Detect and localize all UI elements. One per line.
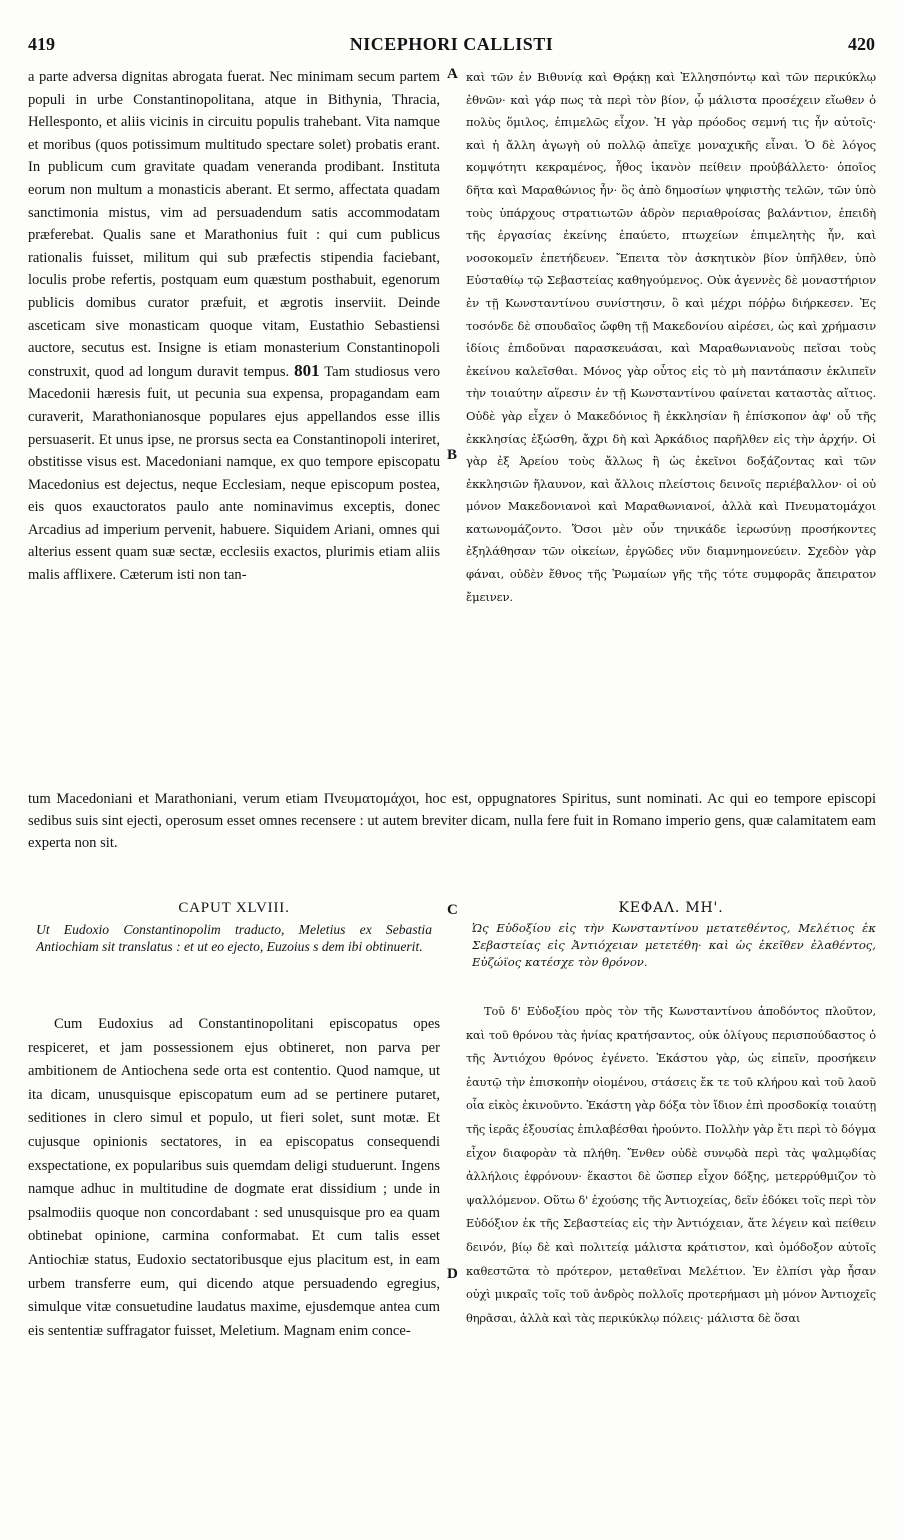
latin-wide-continuation	[28, 788, 876, 884]
running-header	[28, 34, 875, 58]
margin-letter-b: B	[447, 447, 458, 463]
greek-column-top	[466, 66, 876, 780]
margin-letter-d: D	[447, 1266, 458, 1282]
latin-paragraph-1: a parte adversa dignitas abrogata fuerat. Nec minimam secum partem populi in urbe Constantinopolitana, atque in Bithynia, Thracia, Hellesponto, et aliis vicinis in circuitu populis trahebant. Vita namque et moribus (quos potissimum multitudo spectare solet) probatis erant. In publicum cum gravitate quadam venerandа prodibant. Instituta eorum non multum a monasticis aberant. Et sermo, affectata quadam sanctimonia mistus, vim ad persuadendum satis accommodatam præferebat. Qualis sane et Marathonius fuit : qui cum publicus rationalis fuisset, militum qui sub præfectis stipendia faciebant, loculis probe refertis, postquam eum quæstum posthabuit, egenorum publicis domibus curator præfuit, et ægrotis inserviit. Deinde asceticam sive monasticam quoque vitam, Eustathio Sebastiensi auctore, secutus est. Insigne is etiam monasterium Constantinopoli construxit, quod ad longum duravit tempus.	[28, 69, 440, 380]
column-number-marker: 801	[294, 360, 320, 380]
greek-text-top: καὶ τῶν ἐν Βιθυνίᾳ καὶ Θρᾴκῃ καὶ Ἑλλησπόντῳ καὶ τῶν περικύκλῳ ἐθνῶν· καὶ γάρ πως τὰ περὶ τὸν βίον, ᾧ μάλιστα προσέχειν εἴωθεν ὁ πολὺς ὅμιλος, ἐπιμελῶς εἶχον. Ἡ γὰρ πρόοδος σεμνή τις ἦν αὐτοῖς· καὶ ἡ ἄλλη ἀγωγὴ οὐ πολλῷ ἀπεῖχε μοναχικῆς εἶναι. Ὁ δὲ λόγος κομψότητι κεκραμένος, ἦθος ἱκανὸν πείθειν προὐβάλλετο· ὁποῖος δῆτα καὶ Μαραθώνιος ἦν· ὃς ἀπὸ δημοσίων ψηφιστὴς τελῶν, τῶν ὑπὸ τοὺς ὑπάρχους στρατιωτῶν ἁδρὸν περιαθροίσας βαλάντιον, ἐπειδὴ τῆς ἐργασίας ἐκείνης ἐπαύετο, πτωχείων ἐπιμελητὴς ἦν, καὶ νοσοκομεῖν ἐπετήδευεν. Ἔπειτα τὸν ἀσκητικὸν βίον ὑπῆλθεν, ὑπὸ Εὐσταθίῳ τῷ Σεβαστείας καθηγούμενος. Οὐκ ἀγεννὲς δὲ μοναστήριον ἐν τῇ Κωνσταντίνου συνίστησιν, ὃ καὶ μέχρι πόῤῥω διήρκεσεν. Ἐς τοσόνδε δὲ σπουδαῖος ὤφθη τῇ Μακεδονίου αἱρέσει, ὡς καὶ χρήμασιν ἰδίοις ἐπιδοῦναι παρασκευάσαι, καὶ Μαραθωνιανοὺς πεῖσαι τοὺς ἐκείνου καλεῖσθαι. Μόνος γὰρ οὗτος εἰς τὸ μὴ παντάπασιν ἐκλιπεῖν τὴν τοιαύτην αἵρεσιν ἐν τῇ Κωνσταντίνου φαίνεται καταστὰς αἴτιος. Οὐδὲ γὰρ εἶχεν ὁ Μακεδόνιος ἢ ἐκκλησίαν ἢ ἐπίσκοπον ἀφ' οὗ τῆς ἐκκλησίας ἐξώσθη, ἄχρι δὴ καὶ Ἀρκάδιος παρῆλθεν εἰς τὴν ἀρχήν. Οἱ γὰρ ἐξ Ἀρείου τοὺς ἄλλως ἢ ὡς ἐκεῖνοι δοξάζοντας καὶ τῶν ἐκκλησιῶν ἤλαυνον, καὶ ἄλλοις πλείστοις δεινοῖς περιέβαλλον· οἱ οὐ μόνον Μακεδονιανοὶ καὶ Μαραθωνιανοί, ἀλλὰ καὶ Πνευματομάχοι κατωνομάζοντο. Ὅσοι μὲν οὖν τηνικάδε ἱερωσύνῃ προσήκοντες ἐξηλάθησαν τῶν οἰκείων, ἐργῶδες νῦν διαμνημονεύειν. Σχεδὸν γὰρ φάναι, οὐδὲν ἔθνος τῆς Ῥωμαίων γῆς τῆς τότε συμφορᾶς ἄπειρατον ἔμεινεν.	[466, 70, 876, 604]
latin-paragraph-2: Tam studiosus vero Macedonii hæresis fuit, ut pecunia sua expensa, propagandam eam curaverit, Marathonianosque populares ejus appellandos esse illis persuaserit. Et unus ipse, ne prorsus secta ea Constantinopoli interiret, obstitisse visus est. Macedoniani namque, ex quo tempore episcopatu Macedonius est dejectus, neque Ecclesiam, neque episcopum postea, eis quos exauctoratos paulo ante nominavimus exceptis, donec Arcadius ad imperium pervenit, habuere. Siquidem Ariani, omnes qui alterius essent quam suæ sectæ, ecclesiis exactos, plurimis etiam aliis malis afflixere. Cæterum isti non tan-	[28, 363, 440, 584]
latin-chapter	[28, 900, 440, 1506]
page-number-right: 420	[848, 34, 875, 54]
latin-chapter-title: CAPUT XLVIII.	[178, 900, 290, 916]
greek-chapter-body: Τοῦ δ' Εὐδοξίου πρὸς τὸν τῆς Κωνσταντίνου ἀποδόντος πλοῦτον, καὶ τοῦ θρόνου τὰς ἡνίας κρατήσαντος, οὐκ ὀλίγους περισπούδαστος ὁ τῆς Ἀντιόχου θρόνος ἐγένετο. Ἑκάστου γὰρ, ὡς εἰπεῖν, προσήκειν ἑαυτῷ τὴν ἐπισκοπὴν οἰομένου, στάσεις ἔκ τε τοῦ κλήρου καὶ τοῦ λαοῦ οἷα εἰκὸς ἐκινοῦντο. Ἑκάστη γὰρ δόξα τὸν ἴδιον ἐπὶ προσδοκίᾳ τοιαύτῃ τῆς ἱερᾶς ἐξουσίας ἐπιλαβέσθαι ἠρούντο. Πολλὴν γὰρ ἔτι περὶ τὸ δόγμα εἶχον διαφορὰν τὰ πλήθη. Ἔνθεν οὐδὲ συνῳδὰ περὶ τὰς ψαλμῳδίας ἀλλήλοις ἐφρόνουν· ἕκαστοι δὲ ὥσπερ εἶχον δόξης, μετερρύθμιζον τὸ ψαλλόμενον. Οὕτω δ' ἐχούσης τῆς Ἀντιοχείας, δεῖν ἐδόκει τοῖς περὶ τὸν Εὐδόξιον ἐκ τῆς Σεβαστείας εἰς τὴν Ἀντιόχειαν, ἅτε λέγειν καὶ πείθειν δεινόν, βίῳ δὲ καὶ πολιτείᾳ μάλιστα κράτιστον, καὶ ὁμόδοξον αὐτοῖς καθεστῶτα τὸ πρότερον, μεταθεῖναι Μελέτιον. Ἐν ἐλπίσι γὰρ ἦσαν οὐχὶ μικραῖς τοῖς τοῦ ἀνδρὸς πολλοῖς προτερήμασι μὴ μόνον Ἀντιοχεῖς θηρᾶσαι, ἀλλὰ καὶ τὰς περικύκλῳ πόλεις· μάλιστα δὲ ὅσαι	[466, 1004, 876, 1325]
latin-chapter-summary: Ut Eudoxio Constantinopolim traducto, Meletius ex Sebastia Antiochiam sit translatus : et ut eo ejecto, Euzoius s dem ibi obtinuerit.	[36, 922, 432, 954]
latin-column-top	[28, 66, 440, 826]
latin-chapter-body: Cum Eudoxius ad Constantinopolitani episcopatus opes respiceret, et jam possessionem ejus obtineret, non parva per ambitionem de Antiochena sede orta est contentio. Quod namque, ut ita dicam, unusquisque episcopatum eum ad se pertinere putaret, seditiones in clero simul et populo, ut fieri solet, sunt motæ. Et cujusque opinionis sectatores, in ea episcopatus consequendi exspectatione, ex popularibus suis quemdam deligi studuerunt. Ingens namque adhuc in multitudine de dogmate erat dissidium ; unde in psalmodiis quoque non concordabant : sed unusquisque pro ea quam obtinebat opinione, carmina conformabat. Et cum talis esset Antiochiæ status, Eudoxio sectatoribusque ejus placitum est, in eam urbem transferre eum, qui dicendo atque persuadendo egregius, simulque vitæ consuetudine laudatus maxime, ejusdemque antea cum eis sententiæ suffragator fuisset, Meletium. Magnam enim conce-	[28, 1016, 440, 1339]
margin-letter-c: C	[447, 902, 458, 918]
greek-chapter-title: ΚΕΦΑΛ. ΜΗ'.	[618, 900, 724, 916]
greek-chapter-summary: Ὡς Εὐδοξίου εἰς τὴν Κωνσταντίνου μετατεθέντος, Μελέτιος ἐκ Σεβαστείας εἰς Ἀντιόχειαν μετετέθη· καὶ ὡς ἐκεῖθεν ἐλαθέντος, Εὐζώϊος κατέσχε τὸν θρόνον.	[472, 921, 876, 969]
margin-letter-a: A	[447, 66, 458, 82]
latin-text-top	[28, 66, 440, 587]
running-title: NICEPHORI CALLISTI	[349, 34, 554, 54]
latin-wide-text: tum Macedoniani et Marathoniani, verum etiam Πνευματομάχοι, hoc est, oppugnatores Spiritus, sunt nominati. Ac qui eo tempore episcopi sedibus suis sint ejecti, operosum esset omnes recensere : ut autem breviter dicam, nulla fere fuit in Romano imperio gens, quæ calamitatem eam experta non sit.	[28, 791, 876, 852]
page-number-left: 419	[28, 34, 55, 54]
greek-chapter	[466, 900, 876, 1506]
